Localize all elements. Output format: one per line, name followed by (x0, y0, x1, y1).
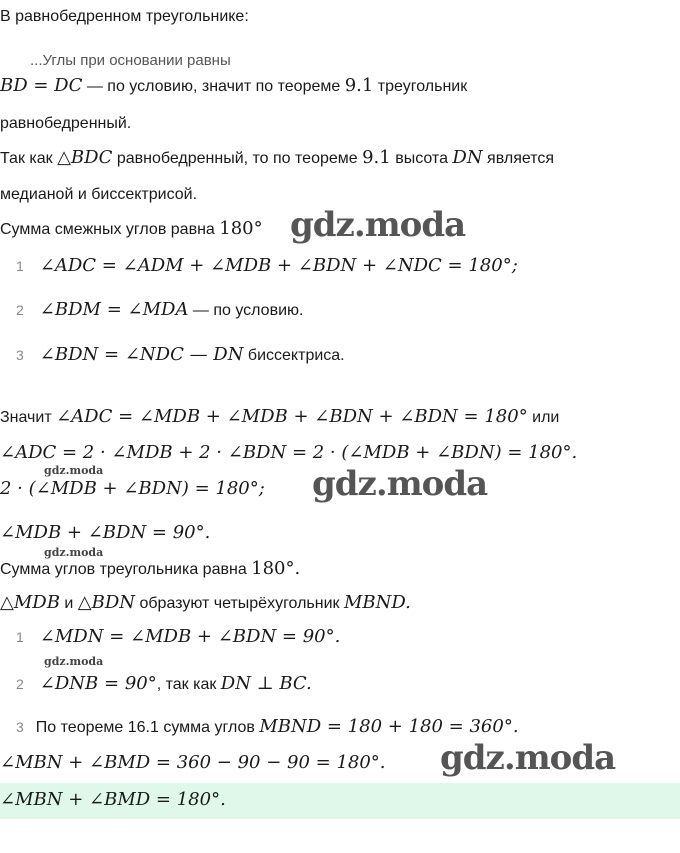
line-quadrilateral: △MDB и △BDN образуют четырёхугольник MBND. (0, 592, 411, 613)
line-since: Так как △BDC равнобедренный, то по теореме 9.1 высота DN является (0, 147, 555, 168)
line-adjacent-sum: Сумма смежных углов равна 180° (0, 218, 263, 239)
line-isosceles: равнобедренный. (0, 115, 132, 132)
list-item: 2 ∠DNB = 90°, так как DN ⊥ BC. (16, 673, 312, 694)
watermark-small-3: gdz.moda (44, 655, 104, 668)
line-triangle-sum: Сумма углов треугольника равна 180°. (0, 558, 301, 579)
watermark-small-2: gdz.moda (44, 546, 104, 559)
watermark-3: gdz.moda (440, 738, 616, 778)
cut-off-line: ...Углы при основании равны (30, 52, 231, 69)
line-adc-sum: ∠ADC = 2 · ∠MDB + 2 · ∠BDN = 2 · (∠MDB + ∠BDN) = 180°. (0, 442, 578, 463)
watermark-small-1: gdz.moda (44, 464, 104, 477)
line-ninety: ∠MDB + ∠BDN = 90°. (0, 522, 211, 543)
list-item: 3 ∠BDN = ∠NDC — DN биссектриса. (16, 344, 345, 365)
line-mbn-calc: ∠MBN + ∠BMD = 360 − 90 − 90 = 180°. (0, 752, 386, 773)
line-two-times: 2 · (∠MDB + ∠BDN) = 180°; (0, 478, 265, 499)
line-median: медианой и биссектрисой. (0, 186, 198, 203)
watermark-1: gdz.moda (290, 205, 466, 245)
line-therefore: Значит ∠ADC = ∠MDB + ∠MDB + ∠BDN + ∠BDN = 180° или (0, 406, 560, 427)
final-answer: ∠MBN + ∠BMD = 180°. (0, 789, 226, 810)
intro-text: В равнобедренном треугольнике: (0, 8, 249, 25)
list-item: 1 ∠ADC = ∠ADM + ∠MDB + ∠BDN + ∠NDC = 180°; (16, 255, 518, 276)
list-item: 3 По теореме 16.1 сумма углов MBND = 180 + 180 = 360°. (16, 716, 519, 737)
line-bd-dc: BD = DC — по условию, значит по теореме 9.1 треугольник (0, 75, 468, 96)
list-item: 2 ∠BDM = ∠MDA — по условию. (16, 299, 304, 320)
watermark-2: gdz.moda (312, 464, 488, 504)
list-item: 1 ∠MDN = ∠MDB + ∠BDN = 90°. (16, 626, 341, 647)
